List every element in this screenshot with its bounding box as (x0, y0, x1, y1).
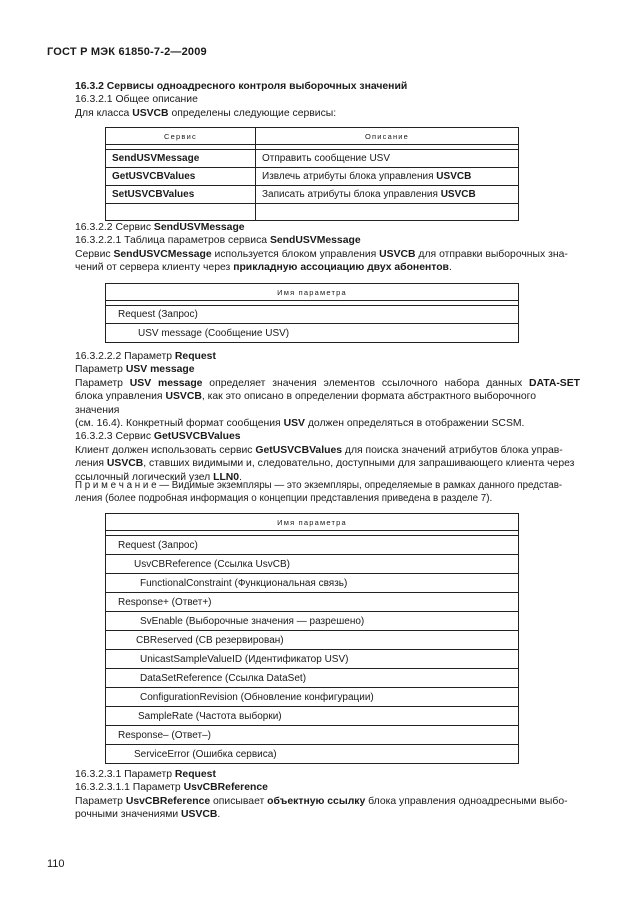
table-row: ConfigurationRevision (Обновление конфигурации) (106, 688, 519, 707)
table-header (106, 128, 519, 145)
page-number: 110 (47, 858, 65, 870)
section-block-3: 16.3.2.2.2 Параметр Request Параметр USV message Параметр USV message определяет значения элементов ссылочного набора данных DATA-SET блока управления USVCB, как это описано в определении формата абстрактного выборочного значения (см. 16.4). Конкретный формат сообщения USV должен определяться в отображении SCSM. 16.3.2.3 Сервис GetUSVCBValues Клиент должен использовать сервис GetUSVCBValues для поиска значений атрибутов блока управ- ления USVCB, ставших видимыми и, следовательно, доступными для запрашивающего клиента через ссылочный логический узел LLN0. (75, 351, 580, 483)
table-row: SetUSVCBValues Записать атрибуты блока управления USVCB (106, 186, 519, 204)
paragraph-getusvcb: Клиент должен использовать сервис GetUSVCBValues для поиска значений атрибутов блока управ- (75, 444, 563, 456)
subsection-sendusv: 16.3.2.2 Сервис SendUSVMessage (75, 222, 245, 233)
paragraph-usv-message: Параметр USV message определяет значения элементов ссылочного набора данных DATA-SET (75, 377, 580, 389)
table-row: UnicastSampleValueID (Идентификатор USV) (106, 650, 519, 669)
subsection-general: 16.3.2.1 Общее описание (75, 94, 198, 106)
sendusv-parameters-table (105, 283, 519, 343)
column-header-parameter-name: Имя параметра (106, 514, 519, 531)
table-row: CBReserved (CB резервирован) (106, 631, 519, 650)
table-row: SampleRate (Частота выборки) (106, 707, 519, 726)
intro-paragraph: Для класса USVCB определены следующие сервисы: (75, 107, 337, 119)
column-header-parameter-name: Имя параметра (106, 284, 519, 301)
table-row: Request (Запрос) (106, 306, 519, 324)
section-title: 16.3.2 Сервисы одноадресного контроля выборочных значений (75, 81, 408, 92)
document-header: ГОСТ Р МЭК 61850-7-2—2009 (47, 46, 207, 58)
column-header-description: Описание (256, 128, 519, 145)
table-row: FunctionalConstraint (Функциональная связь) (106, 574, 519, 593)
table-row: USV message (Сообщение USV) (106, 324, 519, 343)
table-row: Request (Запрос) (106, 536, 519, 555)
services-table (105, 127, 519, 221)
table-row: GetUSVCBValues Извлечь атрибуты блока управления USVCB (106, 168, 519, 186)
table-row: SvEnable (Выборочные значения — разрешено) (106, 612, 519, 631)
paragraph-sendusv: Сервис SendUSVCMessage используется блоком управления USVCB для отправки выборочных зна- (75, 248, 568, 260)
subsection-sendusv-table: 16.3.2.2.1 Таблица параметров сервиса SendUSVMessage (75, 235, 361, 247)
table-row: SendUSVMessage Отправить сообщение USV (106, 150, 519, 168)
table-row: Response+ (Ответ+) (106, 593, 519, 612)
column-header-service: Сервис (106, 128, 256, 145)
getusvcb-parameters-table (105, 513, 519, 764)
subsection-getusvcb: 16.3.2.3 Сервис GetUSVCBValues (75, 431, 241, 443)
note-block: П р и м е ч а н и е — Видимые экземпляры — это экземпляры, определяемые в рамках данного представ- ления (более подробная информация о концепции представления приведена в разделе 7). (75, 480, 563, 505)
note-label: П р и м е ч а н и е (75, 480, 157, 491)
table-row: UsvCBReference (Ссылка UsvCB) (106, 555, 519, 574)
paragraph-usvcbreference: Параметр UsvCBReference описывает объектную ссылку блока управления одноадресными выбо- (75, 795, 568, 807)
section-block-4: 16.3.2.3.1 Параметр Request 16.3.2.3.1.1 Параметр UsvCBReference Параметр UsvCBReference описывает объектную ссылку блока управления одноадресными выбо- рочными значениями USVCB. (75, 768, 580, 822)
table-row: ServiceError (Ошибка сервиса) (106, 745, 519, 764)
table-row: DataSetReference (Ссылка DataSet) (106, 669, 519, 688)
section-block-2: 16.3.2.2 Сервис SendUSVMessage 16.3.2.2.1 Таблица параметров сервиса SendUSVMessage Сервис SendUSVCMessage используется блоком управления USVCB для отправки выборочных зна- чений от сервера клиенту через прикладную ассоциацию двух абонентов. (75, 221, 580, 275)
table-row: Response– (Ответ–) (106, 726, 519, 745)
section-block-1 (75, 80, 580, 120)
